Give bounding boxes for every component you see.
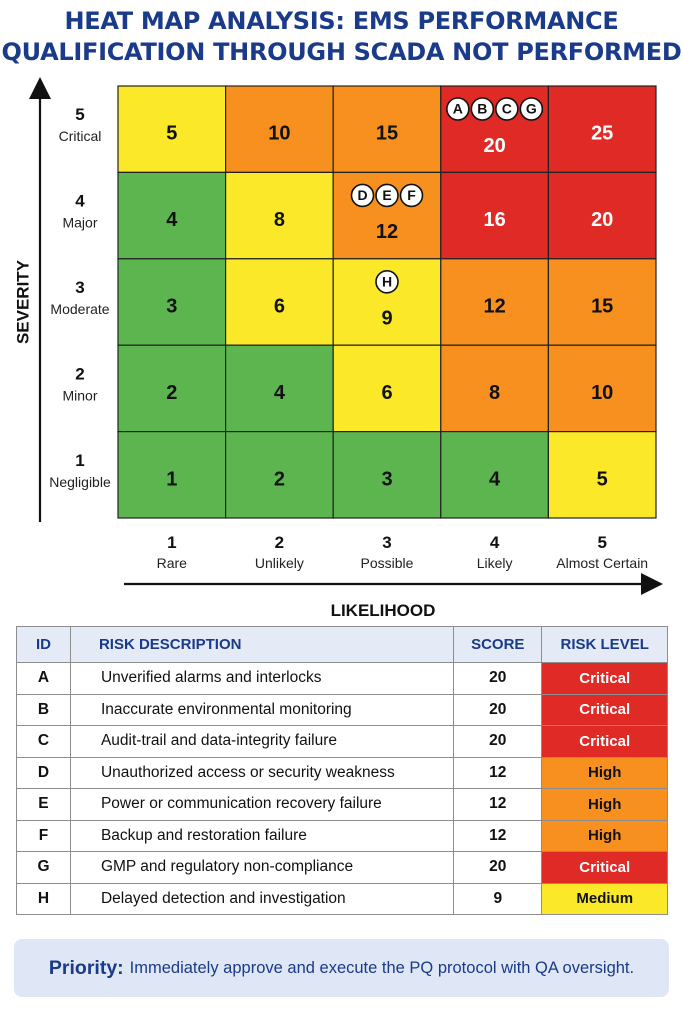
cell-score: 6 bbox=[381, 381, 393, 404]
row-description: Audit-trail and data-integrity failure bbox=[70, 726, 453, 758]
x-tick-label: Unlikely bbox=[254, 555, 304, 571]
table-row bbox=[17, 726, 668, 758]
risk-marker-label: F bbox=[407, 187, 416, 204]
page-title bbox=[0, 6, 683, 68]
row-risk-level: Critical bbox=[542, 663, 668, 695]
cell-score: 15 bbox=[591, 295, 614, 318]
y-tick-label: Critical bbox=[58, 128, 102, 145]
cell-score: 16 bbox=[483, 209, 506, 232]
cell-score: 4 bbox=[273, 381, 285, 404]
y-axis-title: SEVERITY bbox=[13, 259, 33, 345]
priority-banner bbox=[14, 939, 669, 997]
header-risk-description: RISK DESCRIPTION bbox=[70, 627, 453, 663]
y-tick-label: Minor bbox=[62, 387, 98, 404]
row-description: Unverified alarms and interlocks bbox=[70, 663, 453, 695]
cell-score: 10 bbox=[591, 381, 614, 404]
risk-marker-label: H bbox=[381, 273, 393, 290]
cell-score: 20 bbox=[591, 209, 614, 232]
row-risk-level: Critical bbox=[542, 694, 668, 726]
x-tick-label: Likely bbox=[476, 555, 513, 571]
risk-marker-label: C bbox=[501, 100, 512, 117]
x-axis-title: LIKELIHOOD bbox=[330, 601, 436, 620]
cell-score: 6 bbox=[273, 295, 285, 318]
row-risk-level: High bbox=[542, 757, 668, 789]
row-id: H bbox=[17, 883, 71, 915]
header-id: ID bbox=[17, 627, 71, 663]
x-tick-label: Possible bbox=[360, 555, 414, 571]
y-tick-number: 2 bbox=[75, 364, 85, 384]
header-risk-level: RISK LEVEL bbox=[542, 627, 668, 663]
cell-score: 9 bbox=[381, 307, 393, 330]
row-description: Inaccurate environmental monitoring bbox=[70, 694, 453, 726]
row-risk-level: High bbox=[542, 820, 668, 852]
row-risk-level: Critical bbox=[542, 726, 668, 758]
table-row bbox=[17, 820, 668, 852]
row-risk-level: Medium bbox=[542, 883, 668, 915]
cell-score: 4 bbox=[489, 468, 501, 491]
row-risk-level: Critical bbox=[542, 852, 668, 884]
x-tick-number: 2 bbox=[274, 533, 285, 552]
table-row bbox=[17, 757, 668, 789]
table-row bbox=[17, 663, 668, 695]
row-score: 20 bbox=[454, 726, 542, 758]
cell-score: 12 bbox=[483, 295, 506, 318]
cell-score: 2 bbox=[273, 468, 285, 491]
x-tick-number: 3 bbox=[382, 533, 392, 552]
x-tick-label: Rare bbox=[156, 555, 187, 571]
row-id: A bbox=[17, 663, 71, 695]
risk-table-header bbox=[17, 627, 668, 663]
table-row bbox=[17, 852, 668, 884]
x-tick-number: 5 bbox=[597, 533, 607, 552]
cell-score: 2 bbox=[166, 381, 178, 404]
y-tick-number: 3 bbox=[75, 278, 85, 297]
row-risk-level: High bbox=[542, 789, 668, 821]
table-row bbox=[17, 694, 668, 726]
x-tick-label: Almost Certain bbox=[556, 555, 649, 571]
cell-score: 8 bbox=[489, 381, 501, 404]
row-score: 20 bbox=[454, 663, 542, 695]
x-tick-number: 1 bbox=[167, 533, 177, 552]
y-tick-number: 5 bbox=[75, 105, 85, 125]
row-description: Delayed detection and investigation bbox=[70, 883, 453, 915]
row-id: C bbox=[17, 726, 71, 758]
row-id: D bbox=[17, 757, 71, 789]
priority-text: Immediately approve and execute the PQ protocol with QA oversight. bbox=[129, 958, 635, 977]
y-tick-number: 1 bbox=[75, 450, 85, 470]
cell-score: 25 bbox=[591, 122, 614, 145]
y-tick-label: Moderate bbox=[50, 301, 110, 317]
cell-score: 5 bbox=[596, 468, 608, 491]
cell-score: 3 bbox=[166, 295, 178, 318]
row-score: 20 bbox=[454, 694, 542, 726]
risk-marker-label: D bbox=[357, 187, 368, 204]
cell-score: 4 bbox=[166, 209, 178, 232]
priority-label: Priority: bbox=[48, 956, 124, 979]
risk-marker-label: A bbox=[452, 100, 463, 117]
cell-score: 10 bbox=[268, 122, 291, 145]
row-description: Power or communication recovery failure bbox=[70, 789, 453, 821]
row-id: G bbox=[17, 852, 71, 884]
cell-score: 12 bbox=[375, 221, 399, 244]
risk-marker-label: G bbox=[525, 100, 537, 117]
risk-marker-label: B bbox=[477, 100, 488, 117]
cell-score: 1 bbox=[166, 468, 178, 491]
cell-score: 20 bbox=[483, 134, 506, 157]
risk-table bbox=[16, 626, 668, 915]
cell-score: 8 bbox=[273, 209, 285, 232]
row-score: 9 bbox=[454, 883, 542, 915]
header-score: SCORE bbox=[454, 627, 542, 663]
row-score: 12 bbox=[454, 820, 542, 852]
row-score: 12 bbox=[454, 789, 542, 821]
row-id: F bbox=[17, 820, 71, 852]
row-description: Unauthorized access or security weakness bbox=[70, 757, 453, 789]
y-tick-number: 4 bbox=[75, 191, 85, 211]
row-id: E bbox=[17, 789, 71, 821]
row-description: Backup and restoration failure bbox=[70, 820, 453, 852]
row-score: 12 bbox=[454, 757, 542, 789]
title-line-2: QUALIFICATION THROUGH SCADA NOT PERFORMED bbox=[1, 38, 682, 66]
y-tick-label: Major bbox=[62, 214, 98, 231]
row-score: 20 bbox=[454, 852, 542, 884]
row-description: GMP and regulatory non-compliance bbox=[70, 852, 453, 884]
table-row bbox=[17, 883, 668, 915]
x-tick-number: 4 bbox=[489, 533, 500, 552]
cell-score: 5 bbox=[166, 122, 178, 145]
heat-map-chart bbox=[0, 78, 683, 620]
row-id: B bbox=[17, 694, 71, 726]
risk-marker-label: E bbox=[382, 187, 392, 204]
y-tick-label: Negligible bbox=[49, 473, 111, 490]
cell-score: 15 bbox=[375, 122, 399, 145]
table-row bbox=[17, 789, 668, 821]
cell-score: 3 bbox=[381, 468, 393, 491]
title-line-1: HEAT MAP ANALYSIS: EMS PERFORMANCE bbox=[64, 7, 619, 35]
